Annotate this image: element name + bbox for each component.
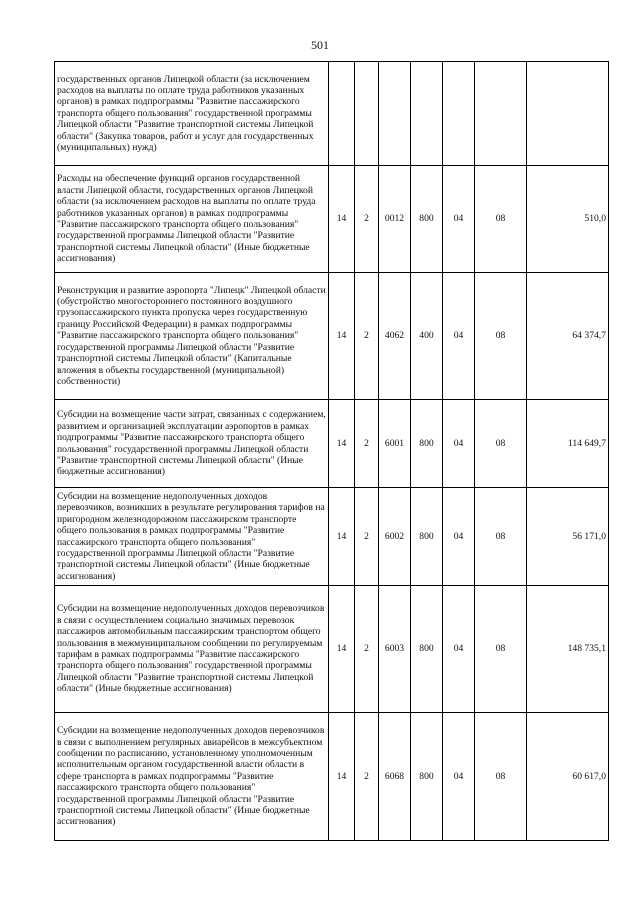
target-article-code: 0012 xyxy=(379,166,411,273)
subsection-code: 08 xyxy=(475,400,527,488)
subsection-code: 08 xyxy=(475,713,527,841)
amount-value: 56 171,0 xyxy=(527,488,609,586)
subprogram-code: 2 xyxy=(355,488,379,586)
row-description: государственных органов Липецкой области (за исключением расходов на выплаты по оплате труда работников указанных органов) в рамках подпрограммы "Развитие пассажирского транспорта общего пользования" государственной программы Липецкой области "Развитие транспортной системы Липецкой области" (Закупка товаров, работ и услуг для государственных (муниципальных) нужд) xyxy=(55,62,329,166)
section-code: 04 xyxy=(443,166,475,273)
program-code: 14 xyxy=(329,586,355,713)
program-code: 14 xyxy=(329,273,355,400)
subprogram-code: 2 xyxy=(355,400,379,488)
page-number: 501 xyxy=(311,38,329,52)
row-description: Реконструкция и развитие аэропорта "Липецк" Липецкой области (обустройство многостороннего постоянного воздушного грузопассажирского пункта пропуска через государственную границу Российской Федерации) в рамках подпрограммы "Развитие пассажирского транспорта общего пользования" государственной программы Липецкой области "Развитие транспортной системы Липецкой области" (Капитальные вложения в объекты государственной (муниципальной) собственности) xyxy=(55,273,329,400)
subprogram-code xyxy=(355,62,379,166)
table-row xyxy=(55,488,609,586)
table-row xyxy=(55,166,609,273)
section-code: 04 xyxy=(443,586,475,713)
section-code: 04 xyxy=(443,400,475,488)
budget-table xyxy=(54,61,609,841)
subsection-code xyxy=(475,62,527,166)
program-code: 14 xyxy=(329,713,355,841)
program-code: 14 xyxy=(329,400,355,488)
row-description: Субсидии на возмещение недополученных доходов перевозчиков, возникших в результате регулирования тарифов на пригородном железнодорожном пассажирском транспорте общего пользования в рамках подпрограммы "Развитие пассажирского транспорта общего пользования" государственной программы Липецкой области "Развитие транспортной системы Липецкой области" (Иные бюджетные ассигнования) xyxy=(55,488,329,586)
expense-type-code: 800 xyxy=(411,488,443,586)
subprogram-code: 2 xyxy=(355,273,379,400)
expense-type-code: 800 xyxy=(411,400,443,488)
program-code xyxy=(329,62,355,166)
subprogram-code: 2 xyxy=(355,586,379,713)
expense-type-code: 800 xyxy=(411,586,443,713)
table-row xyxy=(55,273,609,400)
expense-type-code: 400 xyxy=(411,273,443,400)
table-row xyxy=(55,62,609,166)
amount-value: 510,0 xyxy=(527,166,609,273)
row-description: Расходы на обеспечение функций органов государственной власти Липецкой области, государственных органов Липецкой области (за исключением расходов на выплаты по оплате труда работников указанных органов) в рамках подпрограммы "Развитие пассажирского транспорта общего пользования" государственной программы Липецкой области "Развитие транспортной системы Липецкой области" (Иные бюджетные ассигнования) xyxy=(55,166,329,273)
target-article-code: 4062 xyxy=(379,273,411,400)
target-article-code: 6068 xyxy=(379,713,411,841)
section-code: 04 xyxy=(443,488,475,586)
amount-value: 148 735,1 xyxy=(527,586,609,713)
expense-type-code xyxy=(411,62,443,166)
subprogram-code: 2 xyxy=(355,166,379,273)
expense-type-code: 800 xyxy=(411,166,443,273)
expense-type-code: 800 xyxy=(411,713,443,841)
program-code: 14 xyxy=(329,488,355,586)
amount-value: 114 649,7 xyxy=(527,400,609,488)
table-row xyxy=(55,586,609,713)
section-code: 04 xyxy=(443,273,475,400)
table-row xyxy=(55,400,609,488)
section-code xyxy=(443,62,475,166)
amount-value: 60 617,0 xyxy=(527,713,609,841)
target-article-code: 6001 xyxy=(379,400,411,488)
subprogram-code: 2 xyxy=(355,713,379,841)
section-code: 04 xyxy=(443,713,475,841)
subsection-code: 08 xyxy=(475,586,527,713)
row-description: Субсидии на возмещение части затрат, связанных с содержанием, развитием и организацией эксплуатации аэропортов в рамках подпрограммы "Развитие пассажирского транспорта общего пользования" государственной программы Липецкой области "Развитие транспортной системы Липецкой области" (Иные бюджетные ассигнования) xyxy=(55,400,329,488)
amount-value: 64 374,7 xyxy=(527,273,609,400)
row-description: Субсидии на возмещение недополученных доходов перевозчиков в связи с осуществлением социально значимых перевозок пассажиров автомобильным пассажирским транспортом общего пользования в межмуниципальном сообщении по регулируемым тарифам в рамках подпрограммы "Развитие пассажирского транспорта общего пользования" государственной программы Липецкой области "Развитие транспортной системы Липецкой области" (Иные бюджетные ассигнования) xyxy=(55,586,329,713)
subsection-code: 08 xyxy=(475,488,527,586)
row-description: Субсидии на возмещение недополученных доходов перевозчиков в связи с выполнением регулярных авиарейсов в межсубъектном сообщении по расписанию, установленному уполномоченным исполнительным органом государственной власти области в сфере транспорта в рамках подпрограммы "Развитие пассажирского транспорта общего пользования" государственной программы Липецкой области "Развитие транспортной системы Липецкой области" (Иные бюджетные ассигнования) xyxy=(55,713,329,841)
amount-value xyxy=(527,62,609,166)
target-article-code xyxy=(379,62,411,166)
table-row xyxy=(55,713,609,841)
target-article-code: 6003 xyxy=(379,586,411,713)
program-code: 14 xyxy=(329,166,355,273)
target-article-code: 6002 xyxy=(379,488,411,586)
subsection-code: 08 xyxy=(475,166,527,273)
subsection-code: 08 xyxy=(475,273,527,400)
